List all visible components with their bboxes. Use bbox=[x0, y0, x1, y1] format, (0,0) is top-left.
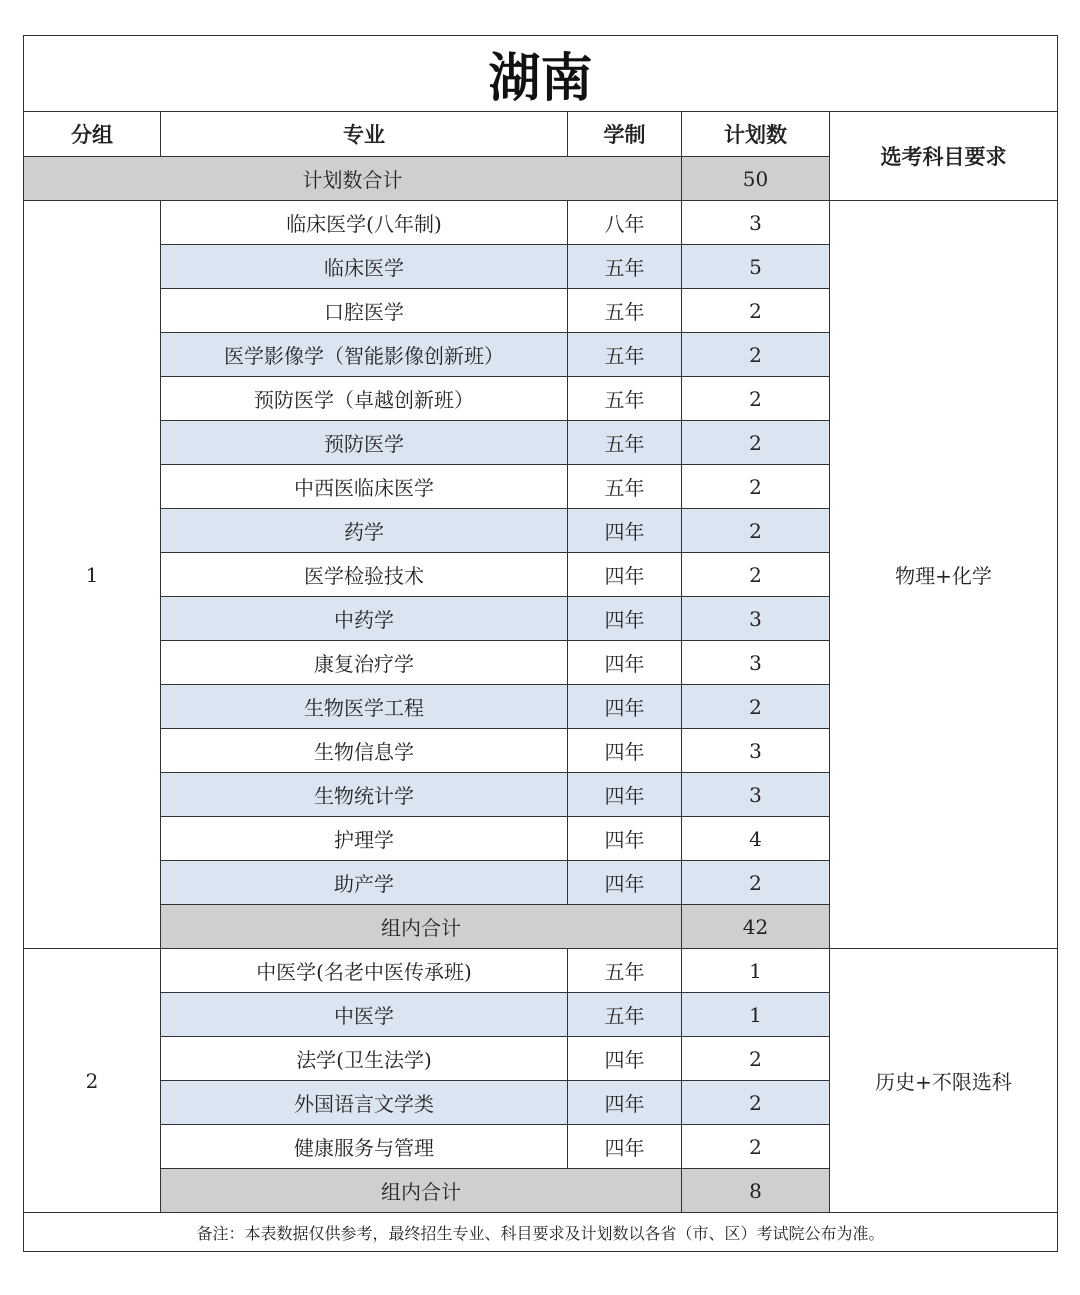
table-row bbox=[24, 201, 1058, 245]
plan-cell: 2 bbox=[682, 553, 830, 597]
subtotal-label: 组内合计 bbox=[161, 1169, 682, 1213]
major-cell: 外国语言文学类 bbox=[161, 1081, 568, 1125]
plan-cell: 2 bbox=[682, 685, 830, 729]
major-cell: 健康服务与管理 bbox=[161, 1125, 568, 1169]
major-cell: 护理学 bbox=[161, 817, 568, 861]
plan-cell: 1 bbox=[682, 993, 830, 1037]
major-cell: 医学检验技术 bbox=[161, 553, 568, 597]
major-cell: 生物信息学 bbox=[161, 729, 568, 773]
plan-cell: 3 bbox=[682, 729, 830, 773]
major-cell: 中药学 bbox=[161, 597, 568, 641]
duration-cell: 四年 bbox=[568, 773, 682, 817]
header-group: 分组 bbox=[24, 112, 161, 157]
major-cell: 预防医学（卓越创新班） bbox=[161, 377, 568, 421]
subject-requirement-cell: 物理+化学 bbox=[830, 201, 1058, 949]
major-cell: 临床医学 bbox=[161, 245, 568, 289]
plan-cell: 5 bbox=[682, 245, 830, 289]
duration-cell: 五年 bbox=[568, 245, 682, 289]
plan-cell: 3 bbox=[682, 641, 830, 685]
table-row bbox=[24, 949, 1058, 993]
plan-cell: 3 bbox=[682, 201, 830, 245]
plan-cell: 4 bbox=[682, 817, 830, 861]
group-id-cell: 2 bbox=[24, 949, 161, 1213]
group-id-cell: 1 bbox=[24, 201, 161, 949]
plan-cell: 3 bbox=[682, 597, 830, 641]
duration-cell: 四年 bbox=[568, 1081, 682, 1125]
duration-cell: 五年 bbox=[568, 465, 682, 509]
plan-cell: 2 bbox=[682, 509, 830, 553]
major-cell: 助产学 bbox=[161, 861, 568, 905]
duration-cell: 五年 bbox=[568, 993, 682, 1037]
major-cell: 口腔医学 bbox=[161, 289, 568, 333]
plan-cell: 1 bbox=[682, 949, 830, 993]
duration-cell: 五年 bbox=[568, 377, 682, 421]
major-cell: 中医学(名老中医传承班) bbox=[161, 949, 568, 993]
plan-cell: 2 bbox=[682, 1125, 830, 1169]
subtotal-value: 8 bbox=[682, 1169, 830, 1213]
plan-cell: 2 bbox=[682, 421, 830, 465]
total-value: 50 bbox=[682, 157, 830, 201]
duration-cell: 四年 bbox=[568, 861, 682, 905]
plan-cell: 3 bbox=[682, 773, 830, 817]
duration-cell: 四年 bbox=[568, 641, 682, 685]
subtotal-value: 42 bbox=[682, 905, 830, 949]
duration-cell: 五年 bbox=[568, 289, 682, 333]
duration-cell: 五年 bbox=[568, 333, 682, 377]
header-subject-requirement: 选考科目要求 bbox=[830, 112, 1058, 201]
plan-cell: 2 bbox=[682, 333, 830, 377]
plan-cell: 2 bbox=[682, 1081, 830, 1125]
major-cell: 临床医学(八年制) bbox=[161, 201, 568, 245]
plan-cell: 2 bbox=[682, 465, 830, 509]
major-cell: 预防医学 bbox=[161, 421, 568, 465]
plan-cell: 2 bbox=[682, 377, 830, 421]
footnote: 备注：本表数据仅供参考，最终招生专业、科目要求及计划数以各省（市、区）考试院公布为准。 bbox=[24, 1213, 1058, 1252]
plan-cell: 2 bbox=[682, 289, 830, 333]
subtotal-label: 组内合计 bbox=[161, 905, 682, 949]
major-cell: 法学(卫生法学) bbox=[161, 1037, 568, 1081]
table-title: 湖南 bbox=[24, 36, 1058, 112]
duration-cell: 五年 bbox=[568, 949, 682, 993]
enrollment-plan-table bbox=[23, 35, 1058, 1252]
duration-cell: 八年 bbox=[568, 201, 682, 245]
major-cell: 药学 bbox=[161, 509, 568, 553]
duration-cell: 四年 bbox=[568, 553, 682, 597]
header-major: 专业 bbox=[161, 112, 568, 157]
duration-cell: 四年 bbox=[568, 1125, 682, 1169]
duration-cell: 四年 bbox=[568, 509, 682, 553]
plan-cell: 2 bbox=[682, 1037, 830, 1081]
major-cell: 康复治疗学 bbox=[161, 641, 568, 685]
header-duration: 学制 bbox=[568, 112, 682, 157]
plan-cell: 2 bbox=[682, 861, 830, 905]
duration-cell: 四年 bbox=[568, 1037, 682, 1081]
duration-cell: 四年 bbox=[568, 685, 682, 729]
header-plan: 计划数 bbox=[682, 112, 830, 157]
subject-requirement-cell: 历史+不限选科 bbox=[830, 949, 1058, 1213]
major-cell: 生物统计学 bbox=[161, 773, 568, 817]
duration-cell: 五年 bbox=[568, 421, 682, 465]
total-label: 计划数合计 bbox=[24, 157, 682, 201]
duration-cell: 四年 bbox=[568, 729, 682, 773]
duration-cell: 四年 bbox=[568, 597, 682, 641]
major-cell: 生物医学工程 bbox=[161, 685, 568, 729]
major-cell: 中医学 bbox=[161, 993, 568, 1037]
duration-cell: 四年 bbox=[568, 817, 682, 861]
major-cell: 中西医临床医学 bbox=[161, 465, 568, 509]
major-cell: 医学影像学（智能影像创新班） bbox=[161, 333, 568, 377]
